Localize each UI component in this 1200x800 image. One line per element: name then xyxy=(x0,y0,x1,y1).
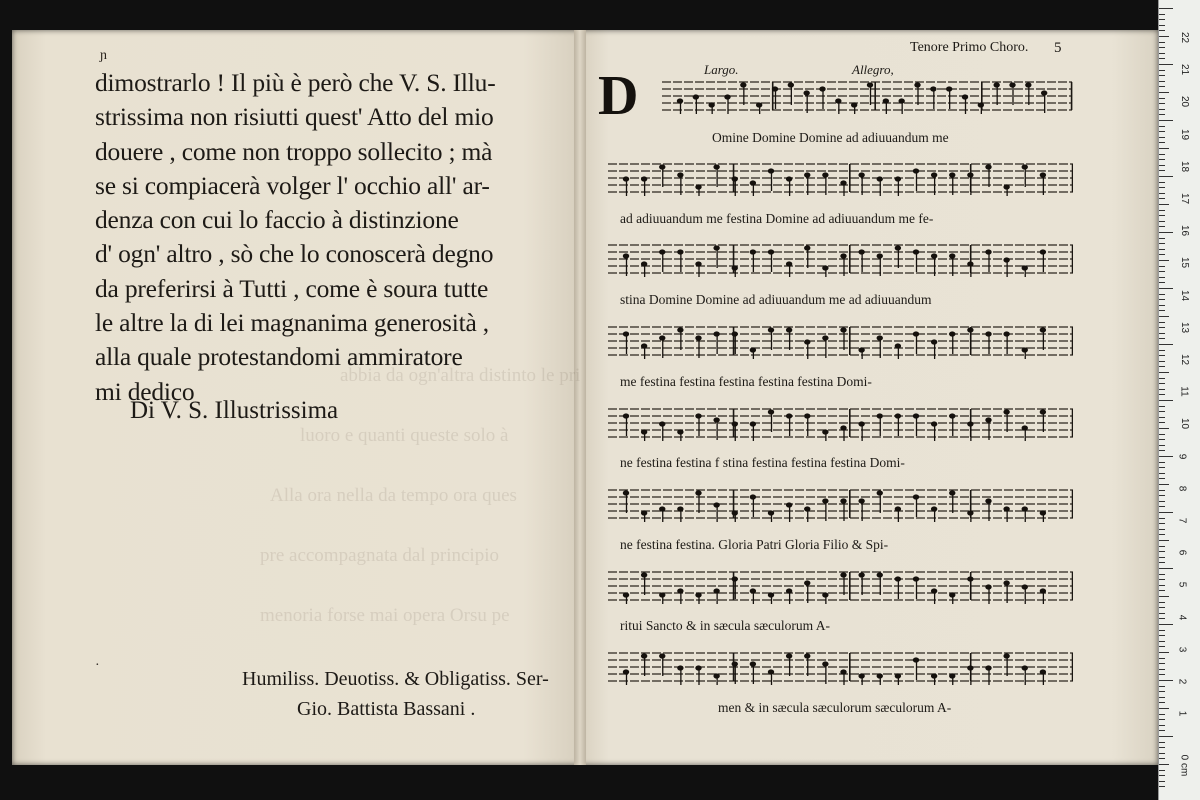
ruler-tick xyxy=(1159,165,1165,166)
ruler-tick xyxy=(1159,131,1165,132)
ruler-number: 7 xyxy=(1176,517,1188,524)
ruler-tick xyxy=(1159,630,1165,631)
ruler-tick xyxy=(1159,736,1173,737)
ruler-number: 14 xyxy=(1179,289,1191,301)
tempo-marking: Allegro, xyxy=(852,62,894,77)
ruler-tick xyxy=(1159,361,1165,362)
ruler-number: 11 xyxy=(1178,386,1190,397)
text-line: strissima non risiutti quest' Atto del mio xyxy=(95,102,494,132)
ruler-tick xyxy=(1159,534,1165,535)
ruler-tick xyxy=(1159,641,1165,642)
ruler-tick xyxy=(1159,316,1169,317)
music-staff xyxy=(608,484,1073,522)
ruler-tick xyxy=(1159,75,1165,76)
signature-block xyxy=(242,664,549,724)
ruler-number: 20 xyxy=(1179,96,1191,108)
ruler-tick xyxy=(1159,98,1165,99)
ruler-tick xyxy=(1159,714,1165,715)
ruler-tick xyxy=(1159,725,1165,726)
ruler-tick xyxy=(1159,103,1165,104)
ruler-tick xyxy=(1159,193,1165,194)
ruler-tick xyxy=(1159,753,1165,754)
ruler-number: 6 xyxy=(1176,549,1188,556)
book-gutter xyxy=(574,30,586,765)
ruler-tick xyxy=(1159,126,1165,127)
ruler-number: 16 xyxy=(1179,225,1191,237)
ruler-tick xyxy=(1159,30,1165,31)
ruler-tick xyxy=(1159,758,1165,759)
music-staff xyxy=(608,647,1073,685)
ruler-tick xyxy=(1159,137,1165,138)
ruler-tick xyxy=(1159,562,1165,563)
ruler-tick xyxy=(1159,333,1165,334)
ruler-tick xyxy=(1159,400,1173,401)
ruler-tick xyxy=(1159,53,1165,54)
ruler-tick xyxy=(1159,747,1165,748)
ruler-tick xyxy=(1159,512,1173,513)
ruler-number: 22 xyxy=(1179,31,1191,44)
ruler-tick xyxy=(1159,109,1165,110)
lyrics-line: ne festina festina f stina festina festina festina Domi- xyxy=(620,455,905,470)
ruler-tick xyxy=(1159,232,1173,233)
ruler-tick xyxy=(1159,114,1165,115)
ruler-tick xyxy=(1159,271,1165,272)
ruler-tick xyxy=(1159,428,1169,429)
ruler-tick xyxy=(1159,64,1173,65)
ruler-tick xyxy=(1159,260,1169,261)
ruler-tick xyxy=(1159,775,1165,776)
show-through-text: Alla ora nella da tempo ora ques xyxy=(270,485,517,506)
ruler-tick xyxy=(1159,42,1165,43)
ruler-tick xyxy=(1159,742,1165,743)
lyrics-line: ne festina festina. Gloria Patri Gloria Filio & Spi- xyxy=(620,537,889,552)
ruler-number: 5 xyxy=(1176,582,1188,588)
ruler-tick xyxy=(1159,198,1165,199)
ruler-tick xyxy=(1159,618,1165,619)
ruler-tick xyxy=(1159,546,1165,547)
ruler-number: 18 xyxy=(1179,160,1191,172)
ruler-number: 4 xyxy=(1176,614,1188,620)
ruler-tick xyxy=(1159,422,1165,423)
ruler-tick xyxy=(1159,686,1165,687)
ruler-tick xyxy=(1159,518,1165,519)
ruler-tick xyxy=(1159,719,1165,720)
ruler-number: 8 xyxy=(1176,485,1188,492)
music-staff xyxy=(608,239,1073,277)
ruler-number: 2 xyxy=(1176,678,1188,685)
ruler-tick xyxy=(1159,266,1165,267)
ruler-tick xyxy=(1159,350,1165,351)
ruler-tick xyxy=(1159,663,1165,664)
page-number: 5 xyxy=(1054,40,1062,56)
text-line: se si compiacerà volger l' occhio all' ar- xyxy=(95,170,490,200)
show-through-text: luoro e quanti queste solo à xyxy=(300,425,509,446)
music-staff xyxy=(662,76,1127,114)
ruler-tick xyxy=(1159,210,1165,211)
ruler-tick xyxy=(1159,590,1165,591)
ruler-tick xyxy=(1159,299,1165,300)
tempo-marking: Largo. xyxy=(704,62,739,77)
music-staff xyxy=(608,566,1073,604)
ruler-tick xyxy=(1159,523,1165,524)
margin-mark: ɲ xyxy=(100,48,107,63)
lyrics-line: me festina festina festina festina festina Domi- xyxy=(620,374,872,389)
ruler-tick xyxy=(1159,764,1169,765)
ruler-tick xyxy=(1159,467,1165,468)
ruler-tick xyxy=(1159,445,1165,446)
lyrics-line: ad adiuuandum me festina Domine ad adiuuandum me fe- xyxy=(620,211,934,226)
ruler-tick xyxy=(1159,221,1165,222)
ruler-tick xyxy=(1159,602,1165,603)
ruler-tick xyxy=(1159,529,1165,530)
ruler-number: 3 xyxy=(1176,646,1188,653)
ruler-tick xyxy=(1159,277,1165,278)
ruler-tick xyxy=(1159,86,1165,87)
music-staff xyxy=(608,158,1073,196)
ruler-tick xyxy=(1159,484,1169,485)
ruler-number: 13 xyxy=(1179,321,1191,333)
ruler-tick xyxy=(1159,372,1169,373)
ruler-tick xyxy=(1159,658,1165,659)
ruler-tick xyxy=(1159,327,1165,328)
ruler-tick xyxy=(1159,585,1165,586)
ruler-tick xyxy=(1159,781,1165,782)
ruler-tick xyxy=(1159,310,1165,311)
ruler-tick xyxy=(1159,501,1165,502)
ruler-tick xyxy=(1159,226,1165,227)
ruler-tick xyxy=(1159,613,1165,614)
ruler-tick xyxy=(1159,708,1169,709)
ruler-tick xyxy=(1159,120,1173,121)
ruler-tick xyxy=(1159,786,1165,787)
ruler-tick xyxy=(1159,254,1165,255)
ruler-tick xyxy=(1159,187,1165,188)
ruler-tick xyxy=(1159,652,1169,653)
ruler-tick xyxy=(1159,770,1165,771)
ruler-tick xyxy=(1159,322,1165,323)
ruler-tick xyxy=(1159,154,1165,155)
text-line: alla quale protestandomi ammiratore xyxy=(95,342,463,372)
ruler-tick xyxy=(1159,646,1165,647)
ruler-tick xyxy=(1159,47,1165,48)
ruler-tick xyxy=(1159,243,1165,244)
ruler-tick xyxy=(1159,366,1165,367)
ruler-tick xyxy=(1159,148,1169,149)
ruler-tick xyxy=(1159,92,1169,93)
ruler-tick xyxy=(1159,439,1165,440)
closing-salutation: Di V. S. Illustrissima xyxy=(130,397,339,424)
lyrics-line: men & in sæcula sæculorum sæculorum A- xyxy=(718,700,952,715)
ruler-tick xyxy=(1159,58,1165,59)
ruler-tick xyxy=(1159,159,1165,160)
ruler-tick xyxy=(1159,305,1165,306)
ruler-tick xyxy=(1159,70,1165,71)
lyrics-line: Omine Domine Domine ad adiuuandum me xyxy=(712,130,949,145)
ruler-tick xyxy=(1159,36,1169,37)
ruler-tick xyxy=(1159,338,1165,339)
ruler-tick xyxy=(1159,506,1165,507)
ruler-tick xyxy=(1159,249,1165,250)
ruler-number: 1 xyxy=(1176,710,1188,717)
ruler-tick xyxy=(1159,551,1165,552)
text-line: denza con cui lo faccio à distinzione xyxy=(95,205,459,235)
ruler-tick xyxy=(1159,697,1165,698)
ruler-tick xyxy=(1159,450,1165,451)
ruler-tick xyxy=(1159,730,1165,731)
ruler-tick xyxy=(1159,8,1173,9)
ruler-tick xyxy=(1159,182,1165,183)
ruler-number: 19 xyxy=(1179,128,1191,140)
ruler-tick xyxy=(1159,557,1165,558)
ruler-tick xyxy=(1159,624,1173,625)
ruler-tick xyxy=(1159,473,1165,474)
ruler-tick xyxy=(1159,25,1165,26)
text-line: le altre la di lei magnanima generosità , xyxy=(95,308,489,338)
ruler-tick xyxy=(1159,456,1173,457)
text-line: d' ogn' altro , sò che lo conoscerà degno xyxy=(95,239,494,269)
lyrics-line: ritui Sancto & in sæcula sæculorum A- xyxy=(620,618,830,633)
ruler-tick xyxy=(1159,142,1165,143)
ruler-tick xyxy=(1159,389,1165,390)
text-line: da preferirsi à Tutti , come è soura tutte xyxy=(95,273,489,303)
ruler-number: 10 xyxy=(1179,418,1191,430)
ruler-tick xyxy=(1159,434,1165,435)
lyrics-line: stina Domine Domine ad adiuuandum me ad adiuuandum xyxy=(620,292,932,307)
dedication-text xyxy=(95,66,565,409)
ruler-tick xyxy=(1159,417,1165,418)
ruler-tick xyxy=(1159,19,1165,20)
ruler-tick xyxy=(1159,669,1165,670)
ruler-tick xyxy=(1159,635,1165,636)
ruler-unit: 0 cm xyxy=(1178,754,1190,777)
ruler-tick xyxy=(1159,215,1165,216)
ruler-tick xyxy=(1159,574,1165,575)
ruler-tick xyxy=(1159,394,1165,395)
ruler-tick xyxy=(1159,702,1165,703)
ruler-tick xyxy=(1159,288,1173,289)
text-line: douere , come non troppo sollecito ; mà xyxy=(95,136,493,166)
text-line: mi dedico xyxy=(95,376,195,406)
ruler-tick xyxy=(1159,176,1173,177)
ruler-number: 15 xyxy=(1179,257,1191,269)
ruler-number: 21 xyxy=(1179,64,1191,76)
text-line: dimostrarlo ! Il più è però che V. S. Illu- xyxy=(95,68,496,97)
ruler-tick xyxy=(1159,355,1165,356)
signature-line: Gio. Battista Bassani . xyxy=(297,698,476,720)
signature-line: Humiliss. Deuotiss. & Obligatiss. Ser- xyxy=(242,668,549,690)
show-through-text: menoria forse mai opera Orsu pe xyxy=(260,605,510,626)
ruler-tick xyxy=(1159,596,1169,597)
show-through-text: pre accompagnata dal principio xyxy=(260,545,499,566)
ruler-tick xyxy=(1159,282,1165,283)
ruler-tick xyxy=(1159,170,1165,171)
measurement-ruler xyxy=(1158,0,1200,800)
ruler-tick xyxy=(1159,568,1173,569)
ruler-tick xyxy=(1159,81,1165,82)
part-header: Tenore Primo Choro. xyxy=(910,40,1029,55)
ruler-number: 12 xyxy=(1179,353,1191,366)
ruler-tick xyxy=(1159,680,1173,681)
ruler-tick xyxy=(1159,478,1165,479)
margin-mark: · xyxy=(95,658,100,673)
ruler-tick xyxy=(1159,490,1165,491)
ruler-tick xyxy=(1159,344,1173,345)
ruler-tick xyxy=(1159,462,1165,463)
music-staff xyxy=(608,321,1073,359)
ruler-tick xyxy=(1159,579,1165,580)
ruler-number: 17 xyxy=(1179,192,1191,205)
show-through-text: abbia da ogn'altra distinto le pri xyxy=(340,365,581,386)
ruler-tick xyxy=(1159,14,1165,15)
ruler-tick xyxy=(1159,607,1165,608)
ruler-tick xyxy=(1159,540,1169,541)
ruler-tick xyxy=(1159,238,1165,239)
ruler-tick xyxy=(1159,204,1169,205)
ruler-tick xyxy=(1159,406,1165,407)
ruler-tick xyxy=(1159,294,1165,295)
decorated-initial: D xyxy=(598,65,639,127)
ruler-tick xyxy=(1159,691,1165,692)
ruler-number: 9 xyxy=(1176,453,1188,459)
ruler-tick xyxy=(1159,495,1165,496)
ruler-tick xyxy=(1159,383,1165,384)
ruler-tick xyxy=(1159,378,1165,379)
ruler-tick xyxy=(1159,674,1165,675)
ruler-tick xyxy=(1159,411,1165,412)
music-staff xyxy=(608,403,1073,441)
